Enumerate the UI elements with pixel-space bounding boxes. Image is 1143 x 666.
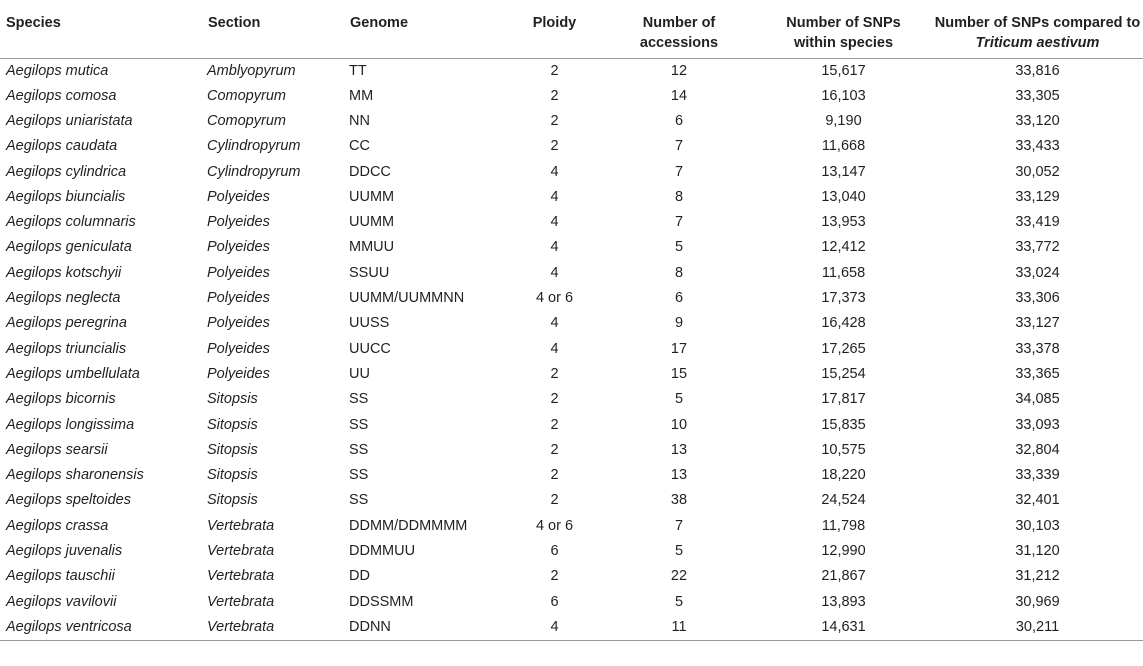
cell-accessions: 8 [674,264,684,281]
cell-accessions: 14 [670,87,688,104]
cell-accessions: 7 [674,138,684,155]
cell-accessions: 38 [670,492,688,509]
header-snps-compared-line1: Number of SNPs compared to [934,15,1141,31]
cell-snps-within: 12,412 [821,239,866,256]
cell-accessions: 13 [670,441,688,458]
cell-ploidy: 2 [550,416,559,433]
table-row [0,412,1143,437]
cell-section: Sitopsis [207,492,258,509]
cell-genome: DDMMUU [349,542,416,559]
cell-snps-compared: 33,378 [1015,340,1060,357]
header-ploidy: Ploidy [506,0,603,58]
cell-snps-within: 16,428 [821,315,866,332]
table-row [0,159,1143,184]
cell-section: Vertebrata [207,615,349,641]
cell-snps-compared: 33,365 [1015,365,1060,382]
cell-species: Aegilops kotschyii [6,264,122,281]
cell-section: Vertebrata [207,542,275,559]
header-snps-compared [932,0,1143,58]
header-snps-within-line2: within species [793,35,894,51]
cell-section: Comopyrum [207,112,286,129]
cell-species: Aegilops neglecta [6,290,121,307]
table-row [0,235,1143,260]
cell-snps-compared: 33,772 [1015,239,1060,256]
cell-snps-within: 10,575 [821,441,866,458]
cell-accessions: 6 [674,290,684,307]
cell-genome: UUMM [349,214,395,231]
cell-ploidy: 4 [550,315,559,332]
table-row [0,210,1143,235]
cell-species: Aegilops geniculata [6,239,132,256]
cell-snps-within: 15,617 [821,62,866,79]
cell-section: Polyeides [207,264,270,281]
cell-ploidy: 4 or 6 [535,290,574,307]
cell-accessions: 7 [674,163,684,180]
header-species: Species [0,0,207,58]
cell-accessions: 7 [674,214,684,231]
cell-genome: SS [349,391,369,408]
table-row [0,286,1143,311]
cell-species: Aegilops searsii [6,441,108,458]
cell-genome: SS [349,492,369,509]
cell-species: Aegilops umbellulata [6,365,140,382]
cell-section: Cylindropyrum [207,138,301,155]
cell-ploidy: 4 [550,264,559,281]
cell-accessions: 22 [670,568,688,585]
cell-accessions: 17 [670,340,688,357]
cell-genome: UUSS [349,315,390,332]
cell-genome: DD [349,568,370,585]
cell-snps-compared: 30,969 [1015,593,1060,610]
table-row [0,387,1143,412]
table-row [0,109,1143,134]
cell-snps-compared: 34,085 [1015,391,1060,408]
cell-genome: DDNN [349,615,506,641]
header-snps-within [755,0,932,58]
cell-ploidy: 4 [506,615,603,641]
cell-section: Vertebrata [207,568,275,585]
cell-genome: DDSSMM [349,593,414,610]
table-row [0,564,1143,589]
cell-snps-within: 11,798 [821,517,866,534]
cell-snps-compared: 33,433 [1015,138,1060,155]
cell-accessions: 5 [674,239,684,256]
cell-snps-within: 13,147 [821,163,866,180]
cell-accessions: 7 [674,517,684,534]
cell-section: Vertebrata [207,593,275,610]
cell-accessions: 12 [670,62,688,79]
cell-section: Sitopsis [207,416,258,433]
cell-ploidy: 4 or 6 [535,517,574,534]
cell-snps-within: 13,953 [821,214,866,231]
cell-species: Aegilops crassa [6,517,109,534]
cell-genome: DDCC [349,163,391,180]
cell-section: Cylindropyrum [207,163,301,180]
cell-ploidy: 2 [550,138,559,155]
table-row [0,514,1143,539]
cell-section: Polyeides [207,290,270,307]
cell-section: Vertebrata [207,517,275,534]
cell-ploidy: 4 [550,188,559,205]
cell-accessions: 13 [670,467,688,484]
cell-species: Aegilops uniaristata [6,112,133,129]
table-header [0,0,1143,58]
table-row [0,615,1143,641]
header-accessions [603,0,755,58]
cell-species: Aegilops longissima [6,416,135,433]
cell-snps-compared: 33,127 [1015,315,1060,332]
cell-snps-within: 17,265 [821,340,866,357]
cell-snps-within: 13,893 [821,593,866,610]
cell-snps-within: 16,103 [821,87,866,104]
header-accessions-line2: accessions [639,35,719,51]
cell-genome: MM [349,87,374,104]
cell-genome: UUMM/UUMMNN [349,290,465,307]
cell-species: Aegilops ventricosa [0,615,207,641]
table-row [0,311,1143,336]
cell-ploidy: 6 [550,542,559,559]
cell-accessions: 6 [674,112,684,129]
header-snps-compared-line2: Triticum aestivum [975,35,1100,51]
table-row [0,84,1143,109]
cell-species: Aegilops biuncialis [6,188,126,205]
cell-section: Amblyopyrum [207,62,296,79]
cell-species: Aegilops vavilovii [6,593,117,610]
cell-species: Aegilops caudata [6,138,118,155]
cell-species: Aegilops triuncialis [6,340,127,357]
cell-ploidy: 2 [550,467,559,484]
cell-accessions: 10 [670,416,688,433]
cell-genome: SS [349,441,369,458]
cell-snps-within: 15,835 [821,416,866,433]
cell-snps-compared: 33,024 [1015,264,1060,281]
cell-snps-within: 24,524 [821,492,866,509]
cell-species: Aegilops speltoides [6,492,131,509]
table-row [0,488,1143,513]
cell-genome: NN [349,112,370,129]
cell-snps-within: 12,990 [821,542,866,559]
cell-section: Sitopsis [207,467,258,484]
cell-snps-within: 21,867 [821,568,866,585]
cell-snps-within: 9,190 [825,112,862,129]
cell-genome: CC [349,138,370,155]
cell-section: Polyeides [207,315,270,332]
cell-snps-within: 11,668 [821,138,866,155]
table-row [0,438,1143,463]
table-row [0,261,1143,286]
cell-species: Aegilops sharonensis [6,467,144,484]
cell-genome: UUCC [349,340,391,357]
header-accessions-line1: Number of [642,15,716,31]
cell-species: Aegilops comosa [6,87,117,104]
cell-genome: MMUU [349,239,395,256]
table-row [0,185,1143,210]
cell-section: Polyeides [207,214,270,231]
cell-snps-compared: 33,305 [1015,87,1060,104]
cell-snps-compared: 33,339 [1015,467,1060,484]
cell-snps-within: 13,040 [821,188,866,205]
cell-genome: DDMM/DDMMMM [349,517,468,534]
cell-accessions: 11 [603,615,755,641]
cell-ploidy: 2 [550,391,559,408]
cell-section: Polyeides [207,239,270,256]
cell-genome: SS [349,467,369,484]
cell-species: Aegilops tauschii [6,568,115,585]
cell-snps-compared: 33,093 [1015,416,1060,433]
cell-snps-compared: 30,211 [932,615,1143,641]
cell-genome: UU [349,365,370,382]
cell-accessions: 9 [674,315,684,332]
cell-ploidy: 4 [550,163,559,180]
cell-genome: SS [349,416,369,433]
cell-snps-compared: 33,129 [1015,188,1060,205]
cell-snps-within: 11,658 [821,264,866,281]
cell-species: Aegilops peregrina [6,315,127,332]
cell-species: Aegilops juvenalis [6,542,123,559]
cell-snps-within: 17,373 [821,290,866,307]
cell-snps-compared: 33,306 [1015,290,1060,307]
cell-accessions: 5 [674,391,684,408]
header-row [0,0,1143,58]
table-row [0,589,1143,614]
cell-ploidy: 4 [550,239,559,256]
cell-snps-compared: 30,052 [1015,163,1060,180]
cell-genome: TT [349,62,367,79]
table-row [0,58,1143,84]
table-body [0,58,1143,640]
cell-snps-compared: 30,103 [1015,517,1060,534]
cell-snps-within: 14,631 [755,615,932,641]
cell-ploidy: 2 [550,492,559,509]
cell-species: Aegilops bicornis [6,391,116,408]
header-section: Section [207,0,349,58]
cell-ploidy: 2 [550,441,559,458]
table-row [0,134,1143,159]
cell-species: Aegilops cylindrica [6,163,127,180]
cell-accessions: 5 [674,593,684,610]
cell-genome: UUMM [349,188,395,205]
cell-ploidy: 2 [550,62,559,79]
cell-snps-compared: 32,401 [1015,492,1060,509]
cell-snps-compared: 33,816 [1015,62,1060,79]
cell-snps-compared: 33,120 [1015,112,1060,129]
cell-ploidy: 4 [550,340,559,357]
cell-snps-compared: 31,120 [1015,542,1060,559]
cell-species: Aegilops mutica [6,62,109,79]
cell-accessions: 8 [674,188,684,205]
cell-snps-compared: 31,212 [1015,568,1060,585]
cell-ploidy: 2 [550,365,559,382]
cell-snps-within: 18,220 [821,467,866,484]
cell-ploidy: 6 [550,593,559,610]
cell-section: Sitopsis [207,441,258,458]
cell-ploidy: 2 [550,87,559,104]
header-snps-within-line1: Number of SNPs [786,15,901,31]
cell-accessions: 15 [670,365,688,382]
table-row [0,362,1143,387]
cell-snps-compared: 33,419 [1015,214,1060,231]
cell-snps-compared: 32,804 [1015,441,1060,458]
cell-ploidy: 2 [550,112,559,129]
header-genome: Genome [349,0,506,58]
table-row [0,539,1143,564]
table-row [0,336,1143,361]
cell-section: Polyeides [207,340,270,357]
cell-snps-within: 17,817 [821,391,866,408]
cell-section: Comopyrum [207,87,286,104]
cell-snps-within: 15,254 [821,365,866,382]
cell-genome: SSUU [349,264,390,281]
cell-accessions: 5 [674,542,684,559]
table-row [0,463,1143,488]
cell-section: Polyeides [207,188,270,205]
cell-ploidy: 2 [550,568,559,585]
cell-section: Sitopsis [207,391,258,408]
cell-section: Polyeides [207,365,270,382]
cell-ploidy: 4 [550,214,559,231]
cell-species: Aegilops columnaris [6,214,136,231]
